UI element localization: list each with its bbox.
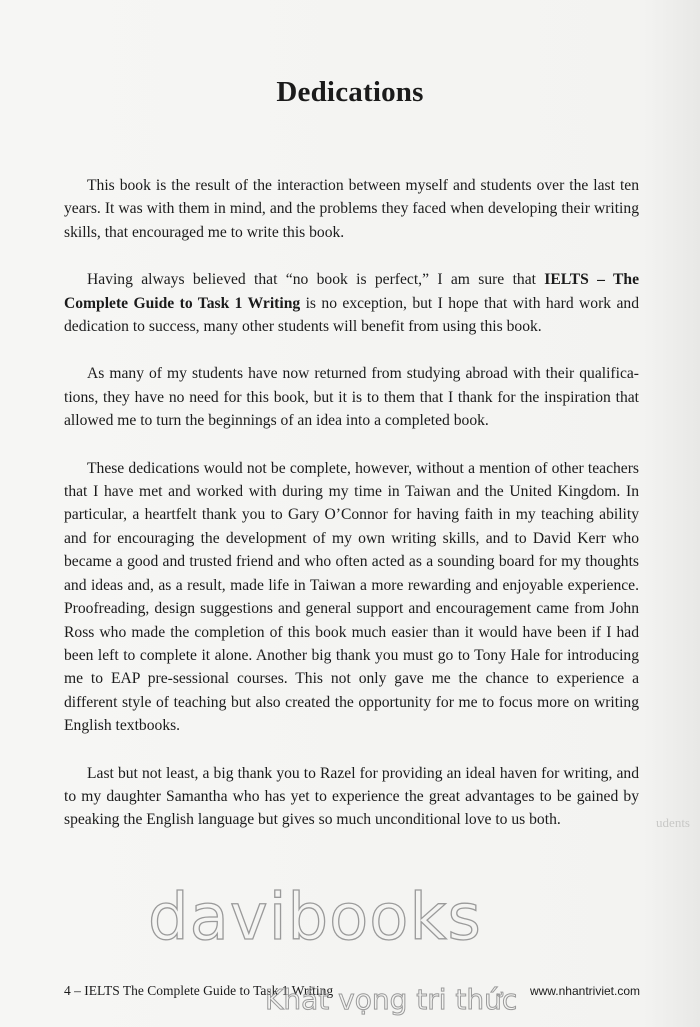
book-title-bold: IELTS – The Complete Guide to Task 1 Writing bbox=[64, 271, 639, 312]
page-title: Dedications bbox=[276, 76, 424, 108]
paragraph-4: These dedications would not be complete, however, without a mention of other teachers that I have met and worked with during my time in Taiwan and the United Kingdom. In particular, a heartfelt thank you to Gary O’Connor for having faith in my teaching ability and for encouraging the development of my own writing skills, and to David Kerr who became a good and trusted friend and who often acted as a sounding board for my thoughts and ideas and, as a result, made life in Taiwan a more rewarding and enjoyable experience. Proofreading, design suggestions and general support and encouragement came from John Ross who made the completion of this book much easier than it would have been if I had been left to complete it alone. Another big thank you must go to Tony Hale for introducing me to EAP pre-sessional courses. This not only gave me the chance to experience a different style of teaching but also created the opportunity for me to focus more on writing English textbooks. bbox=[64, 459, 639, 735]
paragraph-1: This book is the result of the interaction between myself and students over the last ten years. It was with them in mind, and the problems they faced when developing their writing skills, that encouraged me to write this book. bbox=[64, 177, 639, 241]
page-footer bbox=[64, 983, 640, 1003]
watermark-slogan: Khát vọng tri thức bbox=[265, 983, 518, 1016]
paragraph-3: As many of my students have now returned from studying abroad with their qualifications, they have no need for this book, but it is to them that I thank for the inspiration that allowed me to turn the beginnings of an idea into a completed book. bbox=[64, 365, 639, 430]
paragraph-5: Last but not least, a big thank you to Razel for providing an ideal haven for writing, and to my daughter Samantha who has yet to experience the great advantages to be gained by speaking the English language but gives so much unconditional love to us both. bbox=[64, 764, 639, 829]
body-text bbox=[64, 174, 639, 856]
paragraph-2-intro: Having always believed that “no book is perfect,” I am sure that bbox=[87, 271, 545, 289]
watermark-brand: davibooks bbox=[148, 881, 482, 955]
paragraph-2 bbox=[64, 268, 639, 338]
paragraph-2-rest: is no exception, but I hope that with hard work and dedication to success, many other students will benefit from using this book. bbox=[64, 294, 640, 336]
footer-website: www.nhantriviet.com bbox=[529, 984, 640, 998]
footer-page-label: 4 – IELTS The Complete Guide to Task 1 Writing bbox=[64, 983, 334, 998]
bleed-through-text: udents bbox=[656, 815, 690, 830]
